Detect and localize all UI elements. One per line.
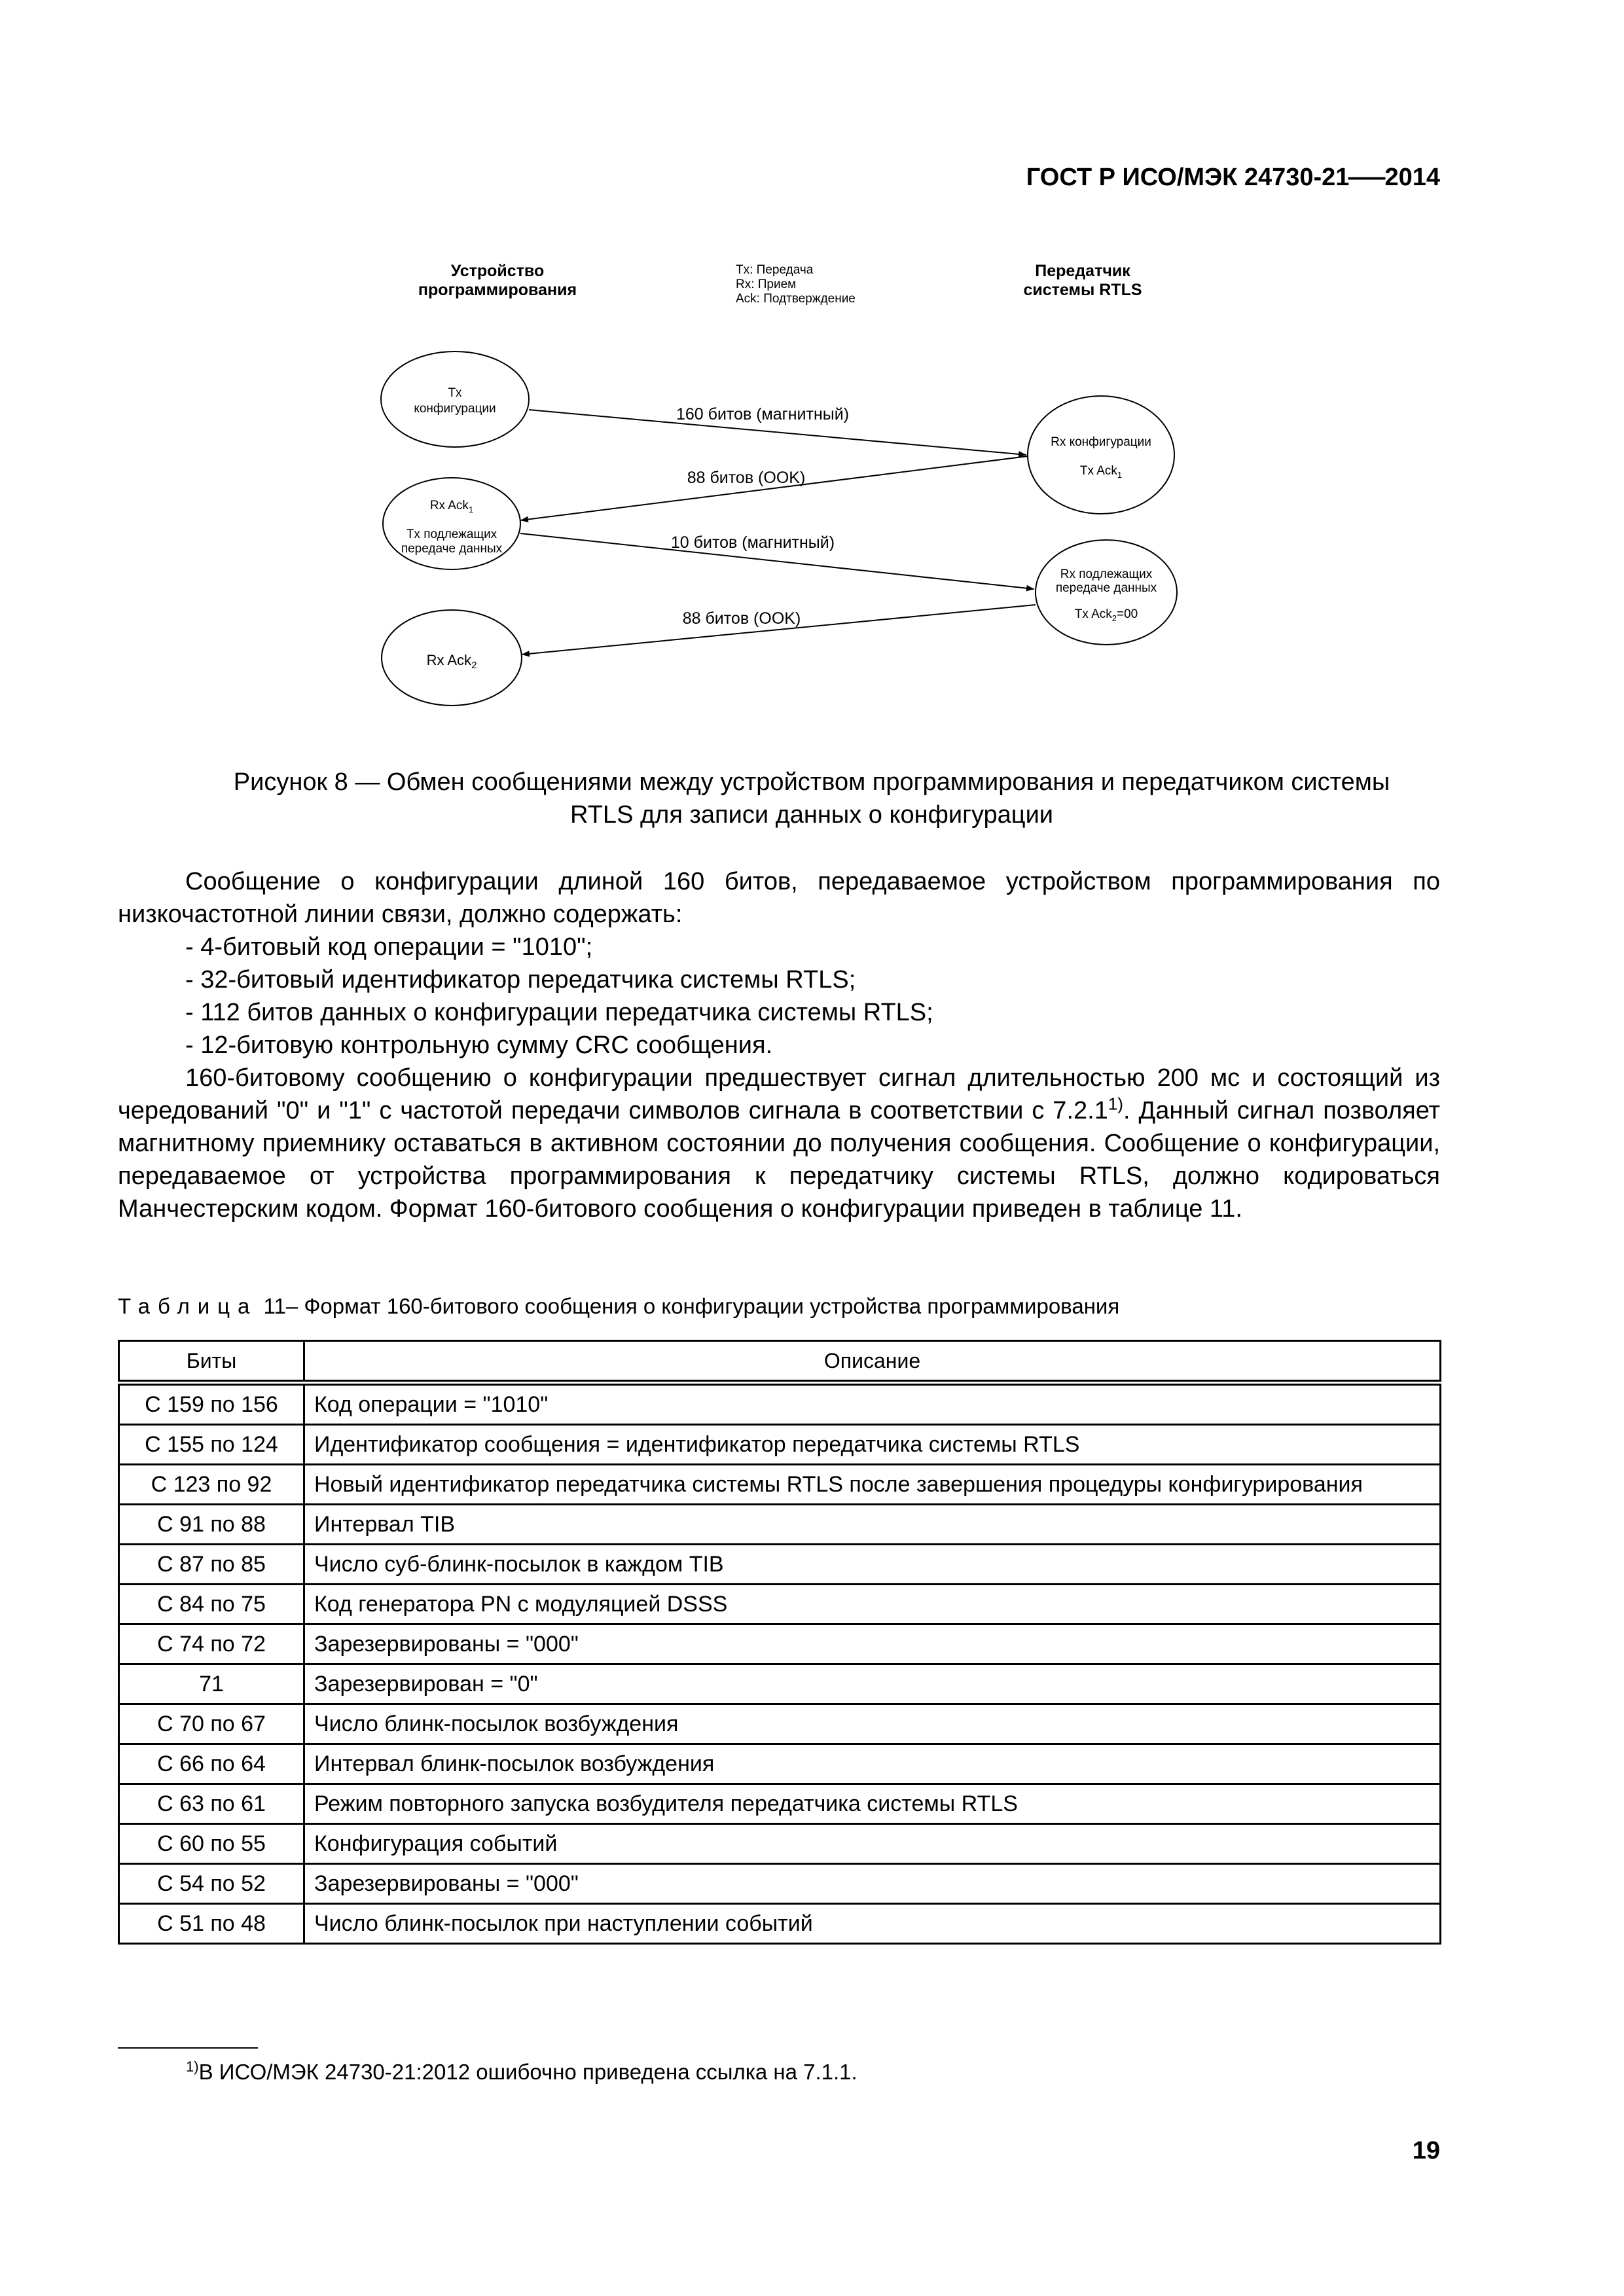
arrow-label-config: 160 битов (магнитный) bbox=[676, 405, 850, 423]
cell-bits: С 87 по 85 bbox=[119, 1545, 304, 1585]
cell-description: Интервал блинк-посылок возбуждения bbox=[304, 1744, 1441, 1784]
arrow-label-ack2: 88 битов (OOK) bbox=[682, 609, 801, 628]
node-rx-ack1-line3: передаче данных bbox=[401, 542, 503, 556]
node-rx-data-line2: передаче данных bbox=[1055, 581, 1157, 595]
cell-description: Зарезервированы = "000" bbox=[304, 1864, 1441, 1904]
node-rx-config-line2: Tx Ack$_1$ bbox=[1079, 464, 1123, 480]
cell-bits: С 123 по 92 bbox=[119, 1465, 304, 1505]
arrow-label-data: 10 битов (магнитный) bbox=[670, 533, 835, 552]
footnote bbox=[186, 2058, 857, 2085]
footnote-reference[interactable]: 1) bbox=[1108, 1094, 1123, 1114]
figure-caption bbox=[118, 766, 1506, 831]
cell-description: Код операции = "1010" bbox=[304, 1383, 1441, 1425]
node-rx-config-line1: Rx конфигурации bbox=[1051, 435, 1151, 449]
table-row bbox=[119, 1824, 1441, 1864]
table-row bbox=[119, 1505, 1441, 1545]
node-tx-config bbox=[381, 351, 529, 447]
cell-bits: С 84 по 75 bbox=[119, 1585, 304, 1624]
node-tx-config-line1: Tx bbox=[448, 386, 462, 400]
cell-description: Зарезервирован = "0" bbox=[304, 1664, 1441, 1704]
cell-description: Число блинк-посылок возбуждения bbox=[304, 1704, 1441, 1744]
body-text bbox=[118, 865, 1440, 1225]
arrow-label-ack1: 88 битов (OOK) bbox=[687, 469, 806, 487]
table-header-row bbox=[119, 1341, 1441, 1383]
footnote-text: В ИСО/МЭК 24730-21:2012 ошибочно приведена ссылка на 7.1.1. bbox=[198, 2060, 857, 2084]
list-item: - 112 битов данных о конфигурации передатчика системы RTLS; bbox=[185, 999, 933, 1026]
message-exchange-diagram bbox=[0, 0, 1624, 759]
cell-bits: С 70 по 67 bbox=[119, 1704, 304, 1744]
node-rx-data bbox=[1036, 540, 1177, 645]
standard-year: 2014 bbox=[1384, 164, 1440, 191]
table-row bbox=[119, 1784, 1441, 1824]
table-row bbox=[119, 1864, 1441, 1904]
figure-caption-line2: RTLS для записи данных о конфигурации bbox=[569, 801, 1054, 829]
cell-bits: С 60 по 55 bbox=[119, 1824, 304, 1864]
table-title bbox=[118, 1294, 1440, 1319]
table-row bbox=[119, 1704, 1441, 1744]
cell-bits: С 74 по 72 bbox=[119, 1624, 304, 1664]
node-rx-ack2 bbox=[382, 610, 522, 706]
paragraph-preamble: 160-битовому сообщению о конфигурации предшествует сигнал длительностью 200 мс и состоящий из чередований "0" и "1" с частотой передачи символов сигнала в соответствии с 7.2.1$^{1)}$. Данный сигнал позволяет магнитному приемнику оставаться в активном состоянии до получения сообщения. Сообщение о конфигурации, передаваемое от устройства программирования к передатчику системы RTLS, должно кодироваться Манчестерским кодом. Формат 160-битового сообщения о конфигурации приведен в таблице 11. bbox=[118, 1064, 1440, 1223]
right-party-line2: системы RTLS bbox=[1023, 281, 1142, 299]
table-title-label: Таблица bbox=[118, 1294, 258, 1318]
paragraph-config-message: Сообщение о конфигурации длиной 160 битов, передаваемое устройством программирования по низкочастотной линии связи, должно содержать: bbox=[118, 868, 1440, 928]
table-row bbox=[119, 1904, 1441, 1944]
table-row bbox=[119, 1624, 1441, 1664]
column-header-description: Описание bbox=[304, 1341, 1441, 1383]
figure-caption-line1: Рисунок 8 — Обмен сообщениями между устройством программирования и передатчиком системы bbox=[233, 768, 1390, 796]
node-rx-ack1-line2: Tx подлежащих bbox=[406, 528, 497, 541]
page-number: 19 bbox=[1412, 2137, 1440, 2164]
cell-bits: С 155 по 124 bbox=[119, 1425, 304, 1465]
footnote-separator bbox=[118, 2047, 258, 2049]
header-dash: — bbox=[1348, 164, 1386, 191]
table-row bbox=[119, 1744, 1441, 1784]
node-rx-ack1-tx-data bbox=[383, 478, 520, 569]
cell-description: Зарезервированы = "000" bbox=[304, 1624, 1441, 1664]
node-rx-ack1-line1: Rx Ack$_1$ bbox=[429, 499, 474, 514]
node-rx-data-line3: Tx Ack$_2$=00 bbox=[1074, 607, 1138, 623]
arrow-ack1 bbox=[520, 456, 1028, 520]
cell-description: Число блинк-посылок при наступлении событий bbox=[304, 1904, 1441, 1944]
table-row bbox=[119, 1585, 1441, 1624]
cell-bits: С 51 по 48 bbox=[119, 1904, 304, 1944]
cell-bits: С 91 по 88 bbox=[119, 1505, 304, 1545]
footnote-mark: 1) bbox=[186, 2058, 199, 2075]
cell-bits: С 159 по 156 bbox=[119, 1383, 304, 1425]
cell-description: Интервал TIB bbox=[304, 1505, 1441, 1545]
table-row bbox=[119, 1425, 1441, 1465]
table-row bbox=[119, 1545, 1441, 1585]
legend-rx: Rx: Прием bbox=[736, 278, 797, 291]
table-11-config-format bbox=[118, 1340, 1441, 1945]
left-party-line1: Устройство bbox=[450, 262, 545, 280]
table-row bbox=[119, 1465, 1441, 1505]
cell-bits: С 54 по 52 bbox=[119, 1864, 304, 1904]
cell-bits: С 66 по 64 bbox=[119, 1744, 304, 1784]
cell-bits: 71 bbox=[119, 1664, 304, 1704]
table-title-text: 11– Формат 160-битового сообщения о конфигурации устройства программирования bbox=[257, 1294, 1120, 1318]
left-party-line2: программирования bbox=[418, 281, 577, 299]
cell-description: Конфигурация событий bbox=[304, 1824, 1441, 1864]
list-item: - 4-битовый код операции = "1010"; bbox=[185, 933, 593, 961]
table-row bbox=[119, 1383, 1441, 1425]
cell-description: Число суб-блинк-посылок в каждом TIB bbox=[304, 1545, 1441, 1585]
list-item: - 12-битовую контрольную сумму CRC сообщения. bbox=[185, 1031, 773, 1059]
node-rx-config-shape bbox=[1028, 396, 1174, 514]
node-rx-ack2-label: Rx Ack$_2$ bbox=[426, 652, 477, 671]
cell-description: Код генератора PN с модуляцией DSSS bbox=[304, 1585, 1441, 1624]
node-rx-data-line1: Rx подлежащих bbox=[1060, 567, 1153, 581]
list-item: - 32-битовый идентификатор передатчика системы RTLS; bbox=[185, 966, 856, 994]
table-row bbox=[119, 1664, 1441, 1704]
legend-ack: Ack: Подтверждение bbox=[736, 292, 856, 306]
cell-description: Идентификатор сообщения = идентификатор передатчика системы RTLS bbox=[304, 1425, 1441, 1465]
right-party-line1: Передатчик bbox=[1035, 262, 1130, 280]
node-tx-config-line2: конфигурации bbox=[414, 402, 496, 416]
cell-bits: С 63 по 61 bbox=[119, 1784, 304, 1824]
column-header-bits: Биты bbox=[119, 1341, 304, 1383]
cell-description: Новый идентификатор передатчика системы RTLS после завершения процедуры конфигурирования bbox=[304, 1465, 1441, 1505]
node-rx-config bbox=[1028, 396, 1174, 514]
node-rx-ack1-shape bbox=[383, 478, 520, 569]
legend-tx: Tx: Передача bbox=[736, 263, 814, 277]
cell-description: Режим повторного запуска возбудителя передатчика системы RTLS bbox=[304, 1784, 1441, 1824]
standard-number: ГОСТ Р ИСО/МЭК 24730-21 bbox=[1026, 164, 1350, 191]
